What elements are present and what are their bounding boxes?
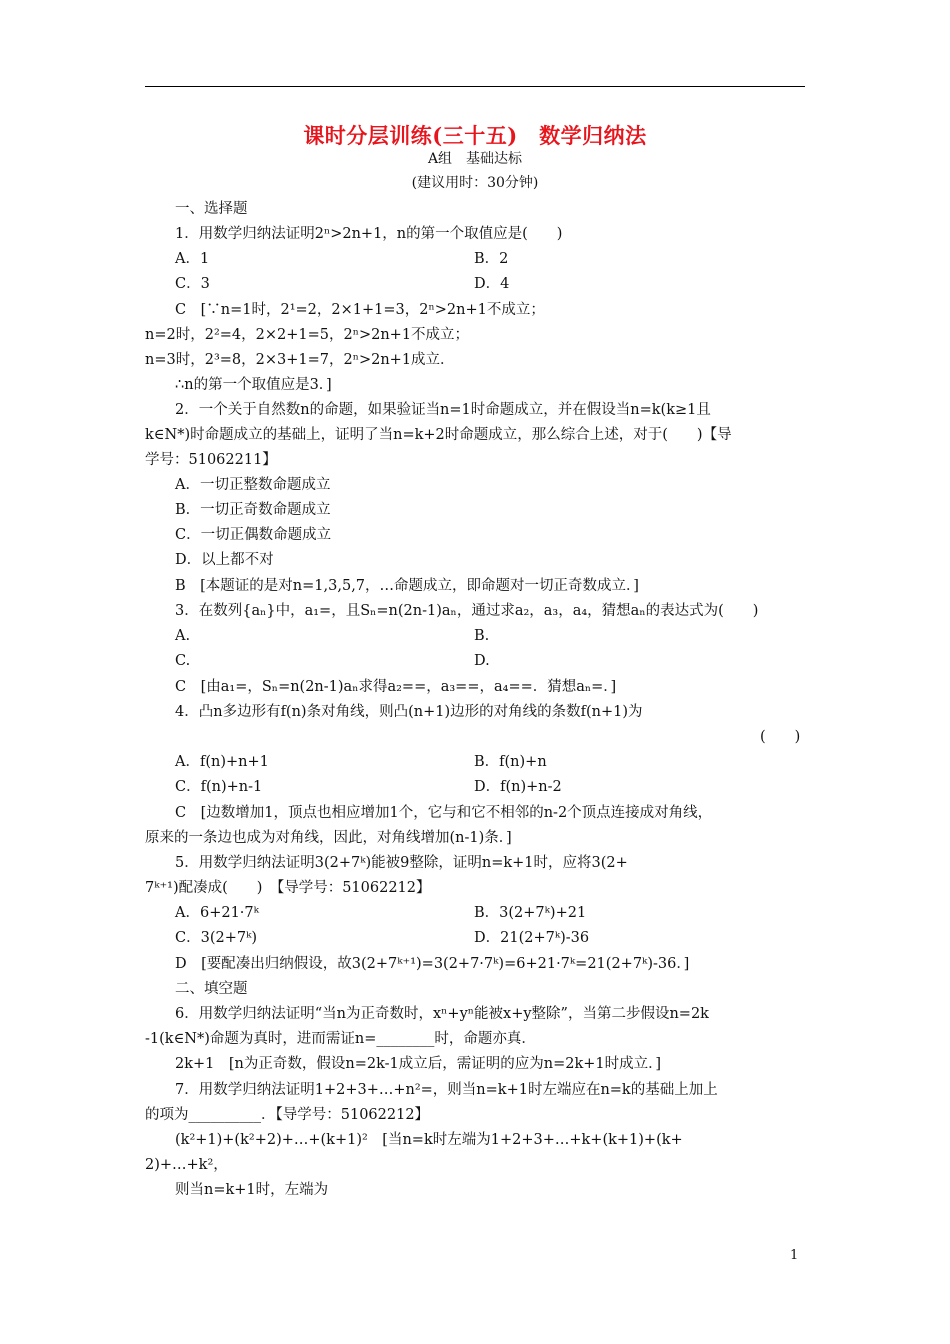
q3-answer: C [由a₁=，Sₙ=n(2n-1)aₙ求得a₂==，a₃==，a₄==．猜想aₙ=．] <box>175 679 617 695</box>
section-heading-fill: 二、填空题 <box>175 981 248 997</box>
q7-answer-line-3: 则当n=k+1时，左端为 <box>175 1182 329 1198</box>
question-5-line-1: 5．用数学归纳法证明3(2+7ᵏ)能被9整除，证明n=k+1时，应将3(2+ <box>175 855 628 871</box>
page-title: 课时分层训练(三十五) 数学归纳法 <box>303 123 647 148</box>
q3-option-b: B. <box>474 628 490 644</box>
question-3: 3．在数列{aₙ}中，a₁=，且Sₙ=n(2n-1)aₙ，通过求a₂，a₃，a₄，猜想aₙ的表达式为( ) <box>175 603 759 619</box>
q1-answer-line-4: ∴n的第一个取值应是3．] <box>175 377 332 393</box>
q5-option-d: D．21(2+7ᵏ)-36 <box>474 930 590 946</box>
question-7-line-1: 7．用数学归纳法证明1+2+3+…+n²=，则当n=k+1时左端应在n=k的基础上加上 <box>175 1082 718 1098</box>
q1-option-a: A．1 <box>175 251 210 267</box>
q6-answer: 2k+1 [n为正奇数，假设n=2k-1成立后，需证明的应为n=2k+1时成立．] <box>175 1056 662 1072</box>
question-2-line-1: 2．一个关于自然数n的命题，如果验证当n=1时命题成立，并在假设当n=k(k≥1且 <box>175 402 711 418</box>
question-1: 1．用数学归纳法证明2ⁿ>2n+1，n的第一个取值应是( ) <box>175 226 563 242</box>
q5-option-a: A．6+21·7ᵏ <box>175 905 259 921</box>
q4-answer-blank: ( ) <box>760 729 801 745</box>
q2-option-d: D．以上都不对 <box>175 552 274 568</box>
page-number: 1 <box>790 1248 799 1263</box>
q5-answer: D [要配凑出归纳假设，故3(2+7ᵏ⁺¹)=3(2+7·7ᵏ)=6+21·7ᵏ=21(2+7ᵏ)-36．] <box>175 956 690 972</box>
q4-option-d: D．f(n)+n-2 <box>474 779 562 795</box>
group-label: A组 基础达标 <box>427 151 523 167</box>
q5-option-c: C．3(2+7ᵏ) <box>175 930 258 946</box>
question-7-line-2: 的项为__________．【导学号：51062212】 <box>145 1107 430 1123</box>
q3-option-a: A. <box>175 628 191 644</box>
q2-option-a: A．一切正整数命题成立 <box>175 477 331 493</box>
q7-answer-line-1: (k²+1)+(k²+2)+…+(k+1)² [当n=k时左端为1+2+3+…+k+(k+1)+(k+ <box>175 1132 683 1148</box>
question-2-line-2: k∈N*)时命题成立的基础上，证明了当n=k+2时命题成立，那么综合上述，对于( )【导 <box>145 427 732 443</box>
question-6-line-1: 6．用数学归纳法证明“当n为正奇数时，xⁿ+yⁿ能被x+y整除”，当第二步假设n=2k <box>175 1006 709 1022</box>
q1-option-c: C．3 <box>175 276 210 292</box>
q4-option-c: C．f(n)+n-1 <box>175 779 263 795</box>
q5-option-b: B．3(2+7ᵏ)+21 <box>474 905 587 921</box>
q2-option-b: B．一切正奇数命题成立 <box>175 502 331 518</box>
q4-option-b: B．f(n)+n <box>474 754 547 770</box>
q1-answer-line-3: n=3时，2³=8，2×3+1=7，2ⁿ>2n+1成立． <box>145 352 455 368</box>
suggested-time: (建议用时：30分钟) <box>411 175 539 191</box>
question-4: 4．凸n多边形有f(n)条对角线，则凸(n+1)边形的对角线的条数f(n+1)为 <box>175 704 643 720</box>
section-heading-choice: 一、选择题 <box>175 201 248 217</box>
q4-answer-line-2: 原来的一条边也成为对角线，因此，对角线增加(n-1)条．] <box>145 830 512 846</box>
q4-option-a: A．f(n)+n+1 <box>175 754 269 770</box>
q3-option-d: D. <box>474 653 490 669</box>
question-5-line-2: 7ᵏ⁺¹)配凑成( ) 【导学号：51062212】 <box>145 880 431 896</box>
q1-option-d: D．4 <box>474 276 510 292</box>
q1-answer-line-2: n=2时，2²=4，2×2+1=5，2ⁿ>2n+1不成立； <box>145 327 470 343</box>
q1-answer-line-1: C [∵n=1时，2¹=2，2×1+1=3，2ⁿ>2n+1不成立； <box>175 302 545 318</box>
question-6-line-2: -1(k∈N*)命题为真时，进而需证n=________时，命题亦真． <box>145 1031 536 1047</box>
header-rule <box>145 86 805 87</box>
q1-option-b: B．2 <box>474 251 509 267</box>
question-2-line-3: 学号：51062211】 <box>145 452 277 468</box>
q2-option-c: C．一切正偶数命题成立 <box>175 527 332 543</box>
q7-answer-line-2: 2)+…+k²， <box>145 1157 228 1173</box>
q3-option-c: C. <box>175 653 191 669</box>
q4-answer-line-1: C [边数增加1，顶点也相应增加1个，它与和它不相邻的n-2个顶点连接成对角线， <box>175 805 713 821</box>
q2-answer: B [本题证的是对n=1,3,5,7，…命题成立，即命题对一切正奇数成立．] <box>175 578 639 594</box>
